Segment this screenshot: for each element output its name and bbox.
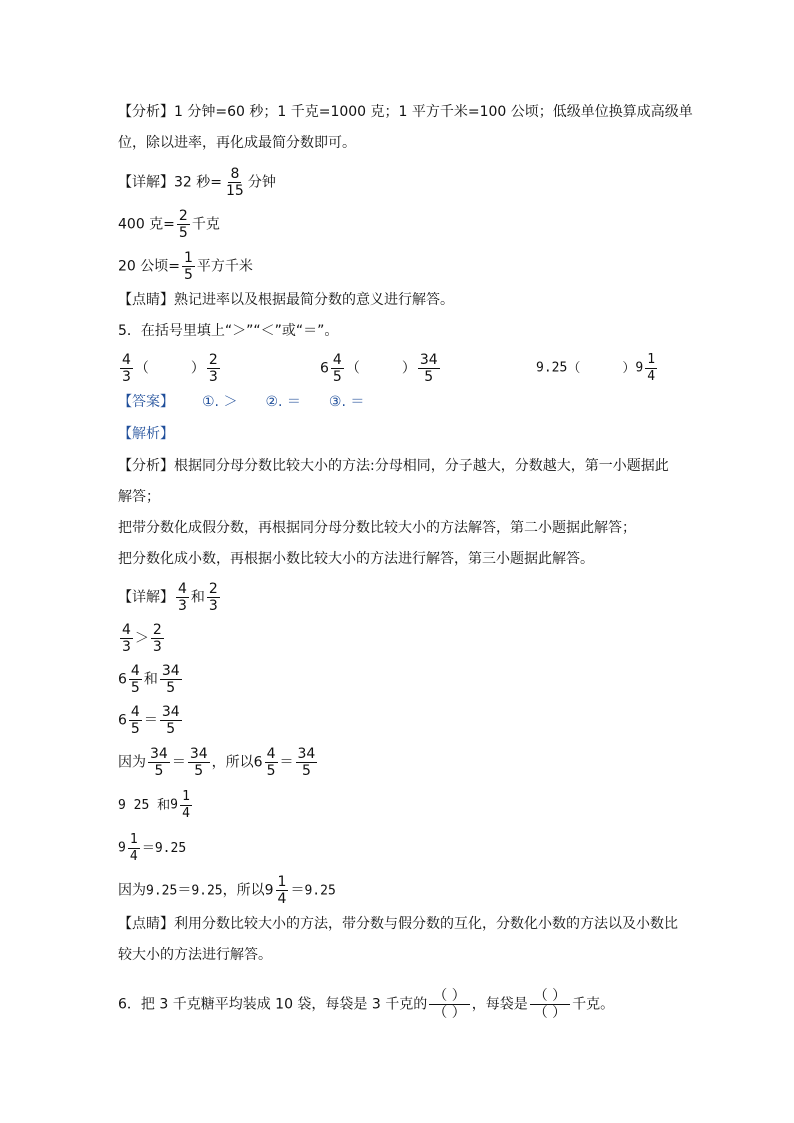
- q5-analysis-line-4: 把分数化成小数，再根据小数比较大小的方法进行解答，第三小题据此解答。: [118, 551, 594, 567]
- answer-blank-fraction[interactable]: $\frac{( )}{( )}$: [429, 988, 469, 1021]
- question-5-stem: 5．在括号里填上“＞”“＜”或“＝”。: [118, 323, 339, 339]
- q5-analysis-line-3: 把带分数化成假分数，再根据同分母分数比较大小的方法解答，第二小题据此解答；: [118, 520, 636, 536]
- detail-row-1: 【详解】32 秒= $\frac{8}{15}$ 分钟: [118, 166, 276, 199]
- question-5-item-c: 9.25（ ）9 $\frac{1}{4}$: [536, 352, 659, 385]
- analysis-label: 【分析】: [118, 104, 174, 120]
- q5-detail-row-2: $\frac{4}{3}$ ＞ $\frac{2}{3}$: [122, 622, 162, 655]
- comment-label: 【点睛】: [118, 916, 174, 932]
- answer-blank-fraction[interactable]: $\frac{( )}{( )}$: [530, 988, 570, 1021]
- question-6-stem: 6．把 3 千克糖平均装成 10 袋，每袋是 3 千克的 $\frac{( )}{( )}$ ，每袋是 $\frac{( )}{( )}$ 千克。: [118, 988, 615, 1021]
- question-5-item-a: $\frac{4}{3}$ （ ） $\frac{2}{3}$: [122, 352, 218, 385]
- comment-label: 【点睛】: [118, 292, 174, 308]
- q5-detail-row-1: 【详解】 $\frac{4}{3}$ 和 $\frac{2}{3}$: [118, 581, 218, 614]
- detail-row-2: 400 克= $\frac{2}{5}$ 千克: [118, 208, 220, 241]
- answer-line: 【答案】 ①. ＞ ②. ＝ ③. ＝: [118, 394, 365, 410]
- q5-analysis-line-1: 【分析】根据同分母分数比较大小的方法:分母相同，分子越大，分数越大，第一小题据此: [118, 458, 669, 474]
- detail-label: 【详解】: [118, 589, 174, 606]
- detail-row-3: 20 公顷= $\frac{1}{5}$ 平方千米: [118, 250, 253, 283]
- question-5-item-b: 6 $\frac{4}{5}$ （ ） $\frac{34}{5}$: [320, 352, 438, 385]
- fraction: $\frac{8}{15}$: [226, 166, 244, 199]
- q5-comment-line-1: 【点睛】利用分数比较大小的方法，带分数与假分数的互化，分数化小数的方法以及小数比: [118, 916, 678, 932]
- q5-detail-row-3: 6 $\frac{4}{5}$ 和 $\frac{34}{5}$: [118, 663, 180, 696]
- q5-detail-row-5: 因为 $\frac{34}{5}$ ＝ $\frac{34}{5}$ ，所以6 $\frac{4}{5}$ ＝ $\frac{34}{5}$: [118, 746, 316, 779]
- q5-detail-row-4: 6 $\frac{4}{5}$ ＝ $\frac{34}{5}$: [118, 704, 180, 737]
- fraction: $\frac{1}{5}$: [184, 250, 193, 283]
- q5-analysis-line-2: 解答；: [118, 489, 160, 505]
- q5-comment-line-2: 较大小的方法进行解答。: [118, 947, 272, 963]
- fraction: $\frac{2}{5}$: [178, 208, 188, 241]
- answer-label: 【答案】: [118, 394, 174, 410]
- explain-label: 【解析】: [118, 426, 174, 442]
- q5-detail-row-7: 9 $\frac{1}{4}$ ＝9.25: [118, 832, 187, 864]
- q5-detail-row-6: 9 25 和9 $\frac{1}{4}$: [118, 789, 194, 822]
- analysis-line-1: 【分析】1 分钟=60 秒；1 千克=1000 克；1 平方千米=100 公顷；低级单位换算成高级单: [118, 104, 693, 120]
- analysis-line-2: 位，除以进率，再化成最简分数即可。: [118, 135, 356, 151]
- q5-detail-row-8: 因为9.25＝9.25，所以9 $\frac{1}{4}$ ＝9.25: [118, 874, 336, 907]
- comment-line: 【点睛】熟记进率以及根据最简分数的意义进行解答。: [118, 292, 454, 308]
- detail-label: 【详解】: [118, 174, 174, 191]
- analysis-label: 【分析】: [118, 458, 174, 474]
